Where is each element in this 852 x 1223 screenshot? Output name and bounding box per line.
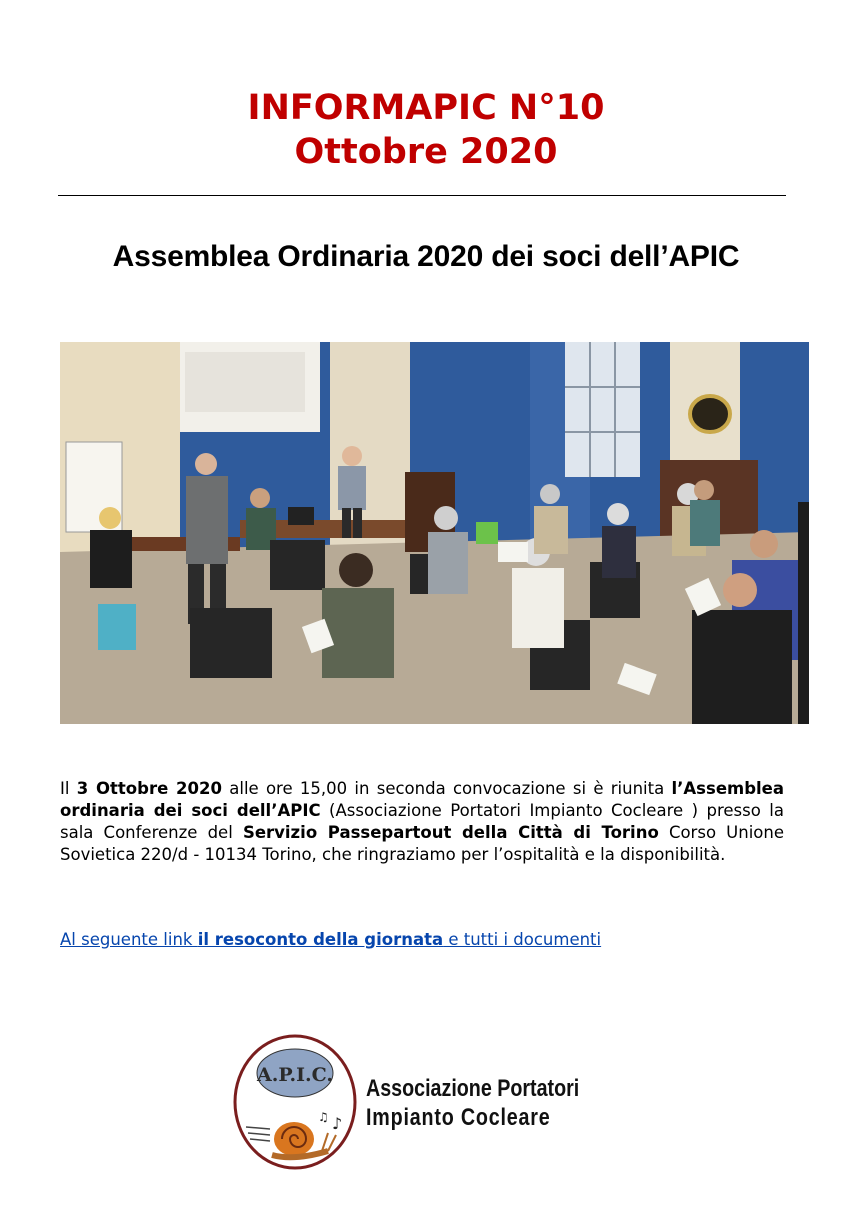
svg-text:♪: ♪ xyxy=(332,1114,343,1133)
report-link-suffix[interactable]: e tutti i documenti xyxy=(443,930,602,949)
paragraph-date: 3 Ottobre 2020 xyxy=(76,779,222,798)
paragraph-venue: Servizio Passepartout della Città di Torino xyxy=(242,823,659,842)
paragraph-text: (Associazione Portatori Impianto Cocleare ) presso la sala Conferenze del xyxy=(60,801,784,842)
newsletter-date: Ottobre 2020 xyxy=(294,132,558,172)
logo-badge-text: A.P.I.C. xyxy=(256,1064,334,1086)
report-link-main[interactable]: il resoconto della giornata xyxy=(197,930,444,949)
svg-text:♫: ♫ xyxy=(318,1110,329,1124)
org-name-line2: Impianto Cocleare xyxy=(366,1104,551,1131)
paragraph-text: Il xyxy=(60,779,77,798)
report-link[interactable] xyxy=(60,930,601,949)
paragraph-text: Corso Unione Sovietica 220/d - 10134 Torino, che ringraziamo per l’ospitalità e la disponibilità. xyxy=(60,823,785,864)
article-paragraph xyxy=(60,778,784,866)
report-link-prefix[interactable]: Al seguente link xyxy=(60,930,198,949)
paragraph-text: alle ore 15,00 in seconda convocazione si è riunita xyxy=(221,779,672,798)
paragraph-assembly: l’Assemblea ordinaria dei soci dell’APIC xyxy=(60,779,784,820)
org-name-line1: Associazione Portatori xyxy=(366,1075,580,1102)
newsletter-title: INFORMAPIC N°10 xyxy=(247,88,605,128)
article-heading: Assemblea Ordinaria 2020 dei soci dell’APIC xyxy=(112,240,740,273)
apic-logo xyxy=(232,1033,358,1171)
organization-name xyxy=(366,1074,579,1132)
assembly-photo xyxy=(60,342,809,724)
header-divider xyxy=(58,195,786,196)
